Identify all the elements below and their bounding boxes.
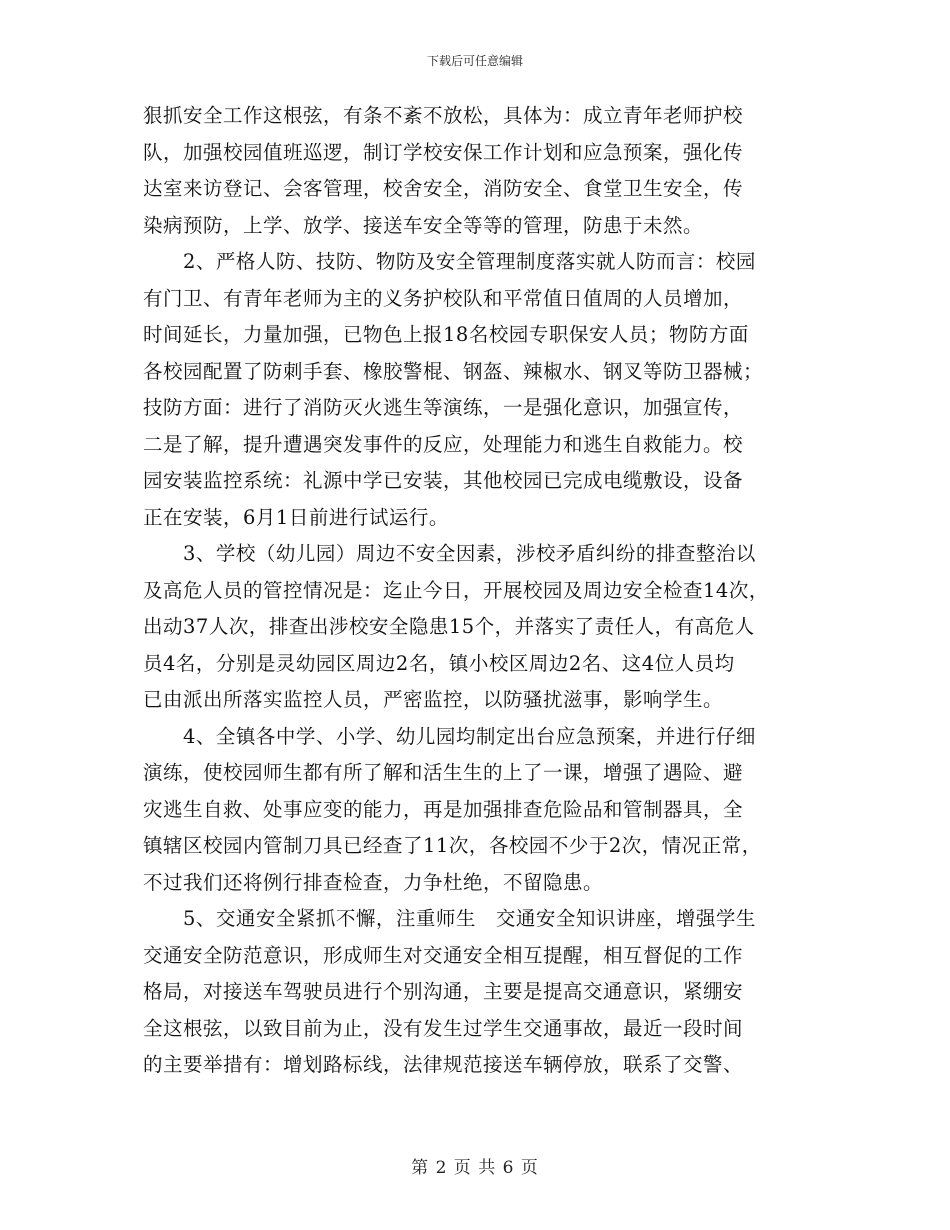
text-line: 不过我们还将例行排查检查，力争杜绝，不留隐患。 <box>143 870 604 894</box>
text-line: 达室来访登记、会客管理，校舍安全，消防安全、食堂卫生安全，传 <box>143 177 744 200</box>
paragraph-first-line: 3、学校（幼儿园）周边不安全因素，涉校矛盾纠纷的排查整治以 <box>183 542 756 565</box>
text-line: 灾逃生自救、处事应变的能力，再是加强排查危险品和管制器具，全 <box>143 797 744 821</box>
page-header: 下载后可任意编辑 <box>426 54 523 68</box>
document-body <box>143 98 813 1084</box>
text-line: 演练，使校园师生都有所了解和活生生的上了一课，增强了遇险、避 <box>143 761 744 784</box>
text-line: 各校园配置了防刺手套、橡胶警棍、钢盔、辣椒水、钢叉等防卫器械； <box>143 359 764 383</box>
text-line: 技防方面：进行了消防灭火逃生等演练，一是强化意识，加强宣传， <box>143 396 744 419</box>
text-line: 园安装监控系统：礼源中学已安装，其他校园已完成电缆敷设，设备 <box>143 469 744 492</box>
text-line: 队，加强校园值班巡逻，制订学校安保工作计划和应急预案，强化传 <box>143 140 744 164</box>
text-line: 格局，对接送车驾驶员进行个别沟通，主要是提高交通意识，紧绷安 <box>143 980 744 1003</box>
paragraph-first-line: 4、全镇各中学、小学、幼儿园均制定出台应急预案，并进行仔细 <box>183 724 756 748</box>
text-line: 交通安全防范意识，形成师生对交通安全相互提醒，相互督促的工作 <box>143 943 744 967</box>
text-line: 及高危人员的管控情况是：迄止今日，开展校园及周边安全检查14次， <box>143 578 769 602</box>
paragraph-first-line: 2、严格人防、技防、物防及安全管理制度落实就人防而言：校园 <box>183 250 756 273</box>
text-line: 全这根弦，以致目前为止，没有发生过学生交通事故，最近一段时间 <box>143 1016 744 1040</box>
text-line: 已由派出所落实监控人员，严密监控，以防骚扰滋事，影响学生。 <box>143 688 724 711</box>
text-line: 染病预防，上学、放学、接送车安全等等的管理，防患于未然。 <box>143 213 704 237</box>
text-line: 镇辖区校园内管制刀具已经查了11次，各校园不少于2次，情况正常， <box>143 834 762 857</box>
page-number: 第 2 页 共 6 页 <box>411 1158 539 1178</box>
text-line: 员4名，分别是灵幼园区周边2名，镇小校区周边2名、这4位人员均 <box>143 651 735 675</box>
text-line: 出动37人次，排查出涉校安全隐患15个，并落实了责任人，有高危人 <box>143 615 755 638</box>
text-line: 正在安装，6月1日前进行试运行。 <box>143 505 449 529</box>
text-line: 二是了解，提升遭遇突发事件的反应，处理能力和逃生自救能力。校 <box>143 432 744 456</box>
text-line: 狠抓安全工作这根弦，有条不紊不放松，具体为：成立青年老师护校 <box>143 104 744 127</box>
paragraph-first-line: 5、交通安全紧抓不懈，注重师生 交通安全知识讲座，增强学生 <box>183 907 756 930</box>
text-line: 有门卫、有青年老师为主的义务护校队和平常值日值周的人员增加， <box>143 286 744 310</box>
text-line: 的主要举措有：增划路标线，法律规范接送车辆停放，联系了交警、 <box>143 1053 744 1076</box>
text-line: 时间延长，力量加强，已物色上报18名校园专职保安人员；物防方面 <box>143 323 749 346</box>
